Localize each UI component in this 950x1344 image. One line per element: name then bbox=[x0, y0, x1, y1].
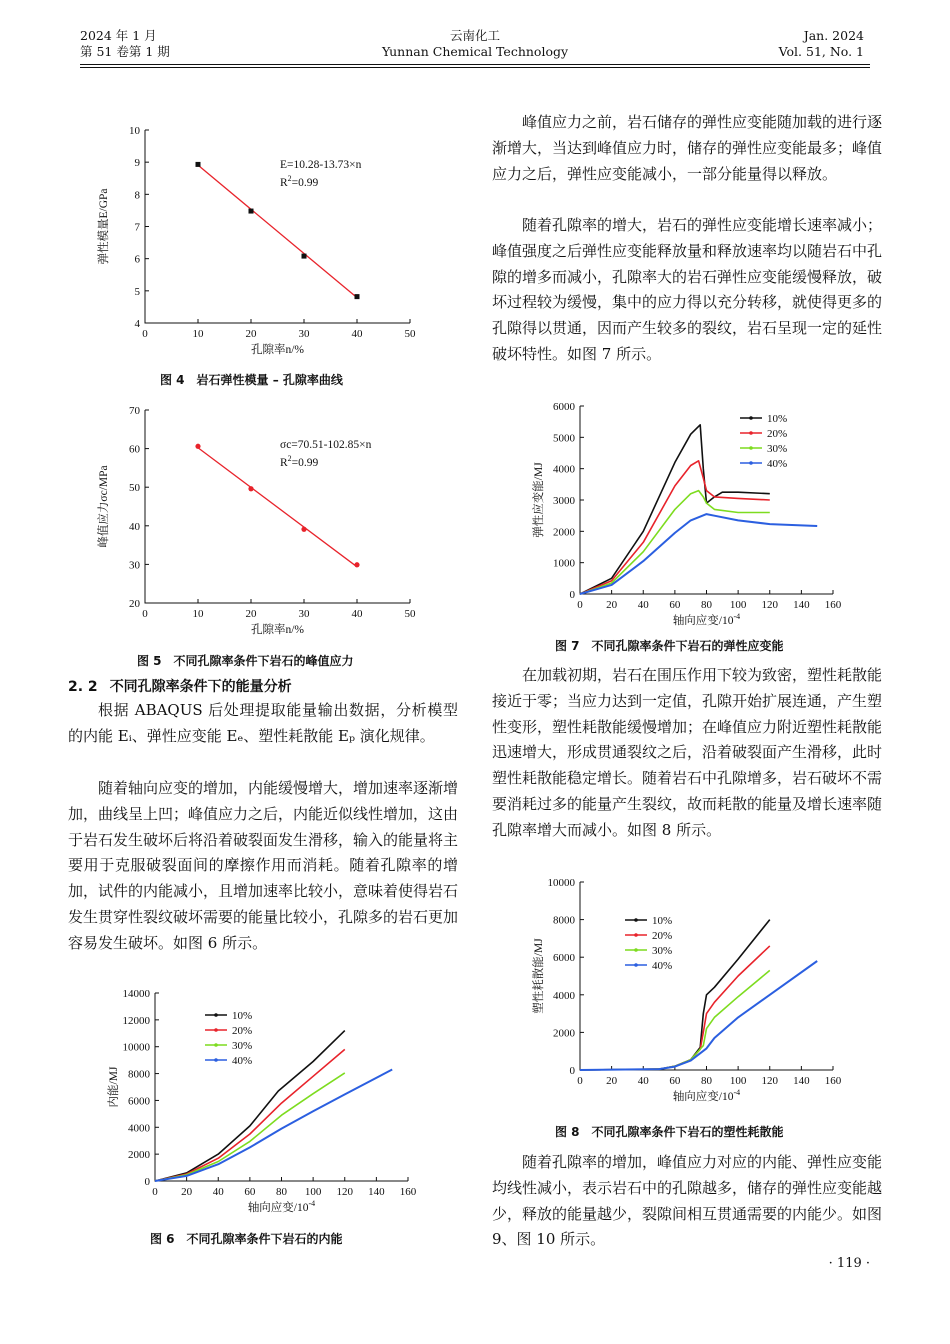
figure-4-chart bbox=[100, 120, 430, 365]
header-rule bbox=[80, 64, 870, 65]
r-squared-exponent: 2 bbox=[287, 454, 292, 463]
y-tick-label: 20 bbox=[129, 598, 140, 610]
y-tick-label: 1000 bbox=[553, 557, 575, 570]
x-tick-label: 140 bbox=[793, 1075, 810, 1087]
x-tick-label: 30 bbox=[298, 608, 310, 620]
x-tick-label: 60 bbox=[669, 1075, 681, 1087]
legend-marker bbox=[634, 963, 638, 967]
x-axis-label: 轴向应变$/10^{-4}$ bbox=[672, 1088, 741, 1103]
legend-marker bbox=[214, 1058, 218, 1062]
y-tick-label: 2000 bbox=[553, 526, 575, 539]
journal-name-cn: 云南化工 bbox=[449, 28, 500, 43]
r-squared-exponent: 2 bbox=[287, 174, 292, 183]
x-tick-label: 80 bbox=[276, 1186, 287, 1198]
series-line-30pct bbox=[580, 970, 770, 1070]
legend-label: 40% bbox=[767, 458, 788, 470]
x-axis-label: 轴向应变$/10^{-4}$ bbox=[247, 1199, 316, 1214]
x-tick-label: 120 bbox=[761, 1075, 778, 1087]
data-point bbox=[302, 254, 307, 259]
figure-8-caption: 图 8 不同孔隙率条件下岩石的塑性耗散能 bbox=[555, 1125, 784, 1139]
legend-label: 10% bbox=[767, 413, 788, 425]
figure-8-chart bbox=[525, 874, 855, 1114]
header-date-cn: 2024 年 1 月 bbox=[80, 28, 157, 43]
y-tick-label: 9 bbox=[134, 157, 140, 170]
y-tick-label: 5 bbox=[134, 285, 140, 298]
header-issue-en: Vol. 51, No. 1 bbox=[778, 44, 864, 59]
y-tick-label: 10000 bbox=[122, 1041, 150, 1054]
header-rule-thin bbox=[80, 67, 870, 68]
series-line-20pct bbox=[580, 461, 770, 594]
data-point bbox=[355, 294, 360, 299]
legend-label: 30% bbox=[652, 945, 673, 957]
x-tick-label: 0 bbox=[142, 608, 148, 620]
x-tick-label: 160 bbox=[824, 1075, 842, 1087]
y-axis-label: 弹性模量E/GPa bbox=[98, 188, 110, 265]
legend-marker bbox=[214, 1043, 218, 1047]
y-tick-label: 14000 bbox=[122, 988, 150, 1000]
y-tick-label: 50 bbox=[129, 482, 140, 495]
x-tick-label: 10 bbox=[192, 608, 204, 620]
y-tick-label: 70 bbox=[129, 405, 140, 417]
x-tick-label: 160 bbox=[399, 1186, 417, 1198]
figure-6-chart bbox=[100, 985, 430, 1225]
x-tick-label: 50 bbox=[404, 608, 416, 620]
x-tick-label: 20 bbox=[181, 1186, 193, 1198]
legend-label: 10% bbox=[232, 1010, 253, 1022]
x-tick-label: 50 bbox=[404, 328, 416, 340]
section-heading bbox=[68, 676, 304, 696]
x-tick-label: 20 bbox=[606, 1075, 618, 1087]
series-line-40pct bbox=[155, 1070, 392, 1182]
x-tick-label: 100 bbox=[729, 1075, 747, 1087]
x-tick-label: 60 bbox=[244, 1186, 256, 1198]
x-tick-label: 40 bbox=[351, 608, 363, 620]
x-tick-label: 100 bbox=[729, 599, 747, 611]
y-tick-label: 4 bbox=[134, 318, 140, 330]
x-tick-label: 20 bbox=[245, 608, 257, 620]
legend-label: 40% bbox=[652, 960, 673, 972]
legend-label: 30% bbox=[767, 443, 788, 455]
figure-7-caption: 图 7 不同孔隙率条件下岩石的弹性应变能 bbox=[555, 639, 784, 653]
y-tick-label: 10000 bbox=[547, 877, 575, 889]
axis-lines bbox=[145, 130, 410, 323]
fit-equation: E=10.28-13.73×n bbox=[280, 159, 362, 171]
legend-label: 10% bbox=[652, 915, 673, 927]
legend-marker bbox=[634, 918, 638, 922]
legend-marker bbox=[749, 446, 753, 450]
x-tick-label: 0 bbox=[152, 1186, 158, 1198]
y-tick-label: 2000 bbox=[553, 1027, 575, 1040]
x-tick-label: 20 bbox=[245, 328, 257, 340]
fit-equation: σc=70.51-102.85×n bbox=[280, 439, 372, 451]
header-date-en: Jan. 2024 bbox=[803, 28, 864, 43]
y-tick-label: 6000 bbox=[553, 952, 575, 965]
y-tick-label: 8 bbox=[134, 189, 140, 202]
x-tick-label: 80 bbox=[701, 599, 712, 611]
x-tick-label: 30 bbox=[298, 328, 310, 340]
series-line-30pct bbox=[580, 491, 770, 594]
x-axis-label-exponent: -4 bbox=[733, 612, 741, 621]
y-tick-label: 0 bbox=[569, 1065, 575, 1077]
data-point bbox=[195, 444, 200, 449]
y-tick-label: 6000 bbox=[128, 1095, 150, 1108]
data-point bbox=[354, 562, 359, 567]
x-tick-label: 80 bbox=[701, 1075, 712, 1087]
data-point bbox=[301, 527, 306, 532]
y-tick-label: 30 bbox=[129, 559, 140, 572]
r-squared-label: $R^2=0.99$ bbox=[280, 454, 319, 469]
series-line-10pct bbox=[155, 1031, 345, 1181]
x-tick-label: 0 bbox=[577, 599, 583, 611]
x-axis-label: 轴向应变$/10^{-4}$ bbox=[672, 612, 741, 627]
x-axis-label: 孔隙率n/% bbox=[250, 344, 305, 356]
y-tick-label: 6000 bbox=[553, 401, 575, 413]
x-tick-label: 40 bbox=[637, 599, 649, 611]
x-axis-label-exponent: -4 bbox=[733, 1088, 741, 1097]
y-tick-label: 3000 bbox=[553, 495, 575, 507]
r-squared-value: =0.99 bbox=[291, 457, 319, 469]
figure-6-caption: 图 6 不同孔隙率条件下岩石的内能 bbox=[150, 1232, 343, 1246]
x-axis-label: 孔隙率n/% bbox=[250, 624, 305, 636]
figure-5-chart bbox=[100, 400, 430, 645]
right-paragraph-4: 随着孔隙率的增加，峰值应力对应的内能、弹性应变能均线性减小，表示岩石中的孔隙越多，储存的弹性应变能越少，释放的能量越少，裂隙间相互贯通需要的内能少。如图 9、图 10 所示。 bbox=[492, 1153, 883, 1249]
legend-marker bbox=[214, 1028, 218, 1032]
data-point bbox=[196, 162, 201, 167]
figure-7-chart bbox=[525, 398, 855, 628]
right-paragraph-3: 在加载初期，岩石在围压作用下较为致密，塑性耗散能接近于零；当应力达到一定值，孔隙开始扩展连通，产生塑性变形，塑性耗散能缓慢增加；在峰值应力附近塑性耗散能迅速增大，形成贯通裂纹之后，沿着破裂面产生滑移，此时塑性耗散能稳定增长。随着岩石中孔隙增多，岩石破坏不需要消耗过多的能量产生裂纹，故而耗散的能量及增长速率随孔隙率增大而减小。如图 8 所示。 bbox=[492, 666, 883, 839]
legend-marker bbox=[749, 461, 753, 465]
figure-4-caption: 图 4 岩石弹性模量 – 孔隙率曲线 bbox=[160, 373, 343, 387]
page-number: · 119 · bbox=[828, 1256, 870, 1271]
header-right bbox=[779, 28, 864, 60]
legend-label: 20% bbox=[652, 930, 673, 942]
legend-label: 20% bbox=[767, 428, 788, 440]
x-tick-label: 0 bbox=[577, 1075, 583, 1087]
x-tick-label: 160 bbox=[824, 599, 842, 611]
y-tick-label: 40 bbox=[129, 520, 140, 533]
x-tick-label: 100 bbox=[304, 1186, 322, 1198]
left-paragraph-1: 根据 ABAQUS 后处理提取能量输出数据，分析模型的内能 Eᵢ、弹性应变能 Eₑ、塑性耗散能 Eₚ 演化规律。 bbox=[68, 701, 458, 745]
x-axis-label-exponent: -4 bbox=[308, 1199, 316, 1208]
r-squared-label: $R^2=0.99$ bbox=[280, 174, 319, 189]
y-tick-label: 10 bbox=[129, 125, 140, 137]
legend-marker bbox=[749, 431, 753, 435]
x-tick-label: 40 bbox=[351, 328, 363, 340]
y-tick-label: 4000 bbox=[553, 463, 575, 476]
y-tick-label: 8000 bbox=[128, 1068, 150, 1081]
journal-name-en: Yunnan Chemical Technology bbox=[381, 44, 569, 59]
x-tick-label: 120 bbox=[761, 599, 778, 611]
y-axis-label: 内能/MJ bbox=[108, 1066, 120, 1108]
series-line-20pct bbox=[155, 1049, 345, 1181]
y-tick-label: 60 bbox=[129, 443, 140, 456]
axis-lines bbox=[155, 993, 408, 1181]
y-tick-label: 5000 bbox=[553, 432, 575, 445]
y-tick-label: 7 bbox=[134, 221, 140, 234]
y-tick-label: 4000 bbox=[128, 1122, 150, 1135]
y-tick-label: 6 bbox=[134, 253, 140, 266]
y-axis-label: 弹性应变能/MJ bbox=[533, 462, 545, 538]
y-axis-label: 塑性耗散能/MJ bbox=[533, 938, 545, 1014]
legend-marker bbox=[749, 416, 753, 420]
legend-marker bbox=[634, 948, 638, 952]
legend-label: 20% bbox=[232, 1025, 253, 1037]
fit-line bbox=[198, 165, 357, 297]
left-paragraph-2: 随着轴向应变的增加，内能缓慢增大，增加速率逐渐增加，曲线呈上凹；峰值应力之后，内能近似线性增加，这由于岩石发生破坏后将沿着破裂面发生滑移，输入的能量将主要用于克服破裂面间的摩擦作用而消耗。随着孔隙率的增加，试件的内能减小，且增加速率比较小，意味着使得岩石发生贯穿性裂纹破坏需要的能量比较小，孔隙多的岩石更加容易发生破坏。如图 6 所示。 bbox=[68, 779, 459, 952]
section-title: 不同孔隙率条件下的能量分析 bbox=[109, 679, 292, 695]
data-point bbox=[248, 486, 253, 491]
r-squared-value: =0.99 bbox=[291, 177, 319, 189]
y-tick-label: 0 bbox=[569, 589, 575, 601]
x-tick-label: 140 bbox=[368, 1186, 385, 1198]
series-line-40pct bbox=[580, 514, 817, 594]
x-tick-label: 0 bbox=[142, 328, 148, 340]
x-tick-label: 10 bbox=[192, 328, 204, 340]
y-tick-label: 2000 bbox=[128, 1149, 150, 1162]
fit-line bbox=[198, 448, 357, 567]
legend-label: 30% bbox=[232, 1040, 253, 1052]
x-tick-label: 60 bbox=[669, 599, 681, 611]
legend-marker bbox=[634, 933, 638, 937]
legend-label: 40% bbox=[232, 1055, 253, 1067]
y-tick-label: 4000 bbox=[553, 989, 575, 1002]
figure-5-caption: 图 5 不同孔隙率条件下岩石的峰值应力 bbox=[137, 654, 354, 668]
series-line-40pct bbox=[580, 961, 817, 1070]
data-point bbox=[249, 209, 254, 214]
y-tick-label: 0 bbox=[144, 1176, 150, 1188]
header-issue-cn: 第 51 卷第 1 期 bbox=[80, 44, 170, 59]
right-paragraph-2: 随着孔隙率的增大，岩石的弹性应变能增长速率减小；峰值强度之后弹性应变能释放量和释放速率均以随岩石中孔隙的增多而减小，孔隙率大的岩石弹性应变能缓慢释放，破坏过程较为缓慢，集中的应力得以充分转移，就使得更多的孔隙得以贯通，因而产生较多的裂纹，岩石呈现一定的延性破坏特性。如图 7 所示。 bbox=[492, 216, 883, 363]
y-tick-label: 12000 bbox=[122, 1014, 150, 1027]
y-axis-label: 峰值应力σc/MPa bbox=[98, 465, 110, 548]
x-tick-label: 40 bbox=[212, 1186, 224, 1198]
x-tick-label: 20 bbox=[606, 599, 618, 611]
right-paragraph-1: 峰值应力之前，岩石储存的弹性应变能随加载的进行逐渐增大，当达到峰值应力时，储存的弹性应变能最多；峰值应力之后，弹性应变能减小，一部分能量得以释放。 bbox=[492, 113, 883, 183]
x-tick-label: 140 bbox=[793, 599, 810, 611]
section-number: 2. 2 bbox=[68, 679, 98, 695]
x-tick-label: 120 bbox=[336, 1186, 353, 1198]
series-line-20pct bbox=[580, 946, 770, 1070]
x-tick-label: 40 bbox=[637, 1075, 649, 1087]
legend-marker bbox=[214, 1013, 218, 1017]
y-tick-label: 8000 bbox=[553, 914, 575, 927]
